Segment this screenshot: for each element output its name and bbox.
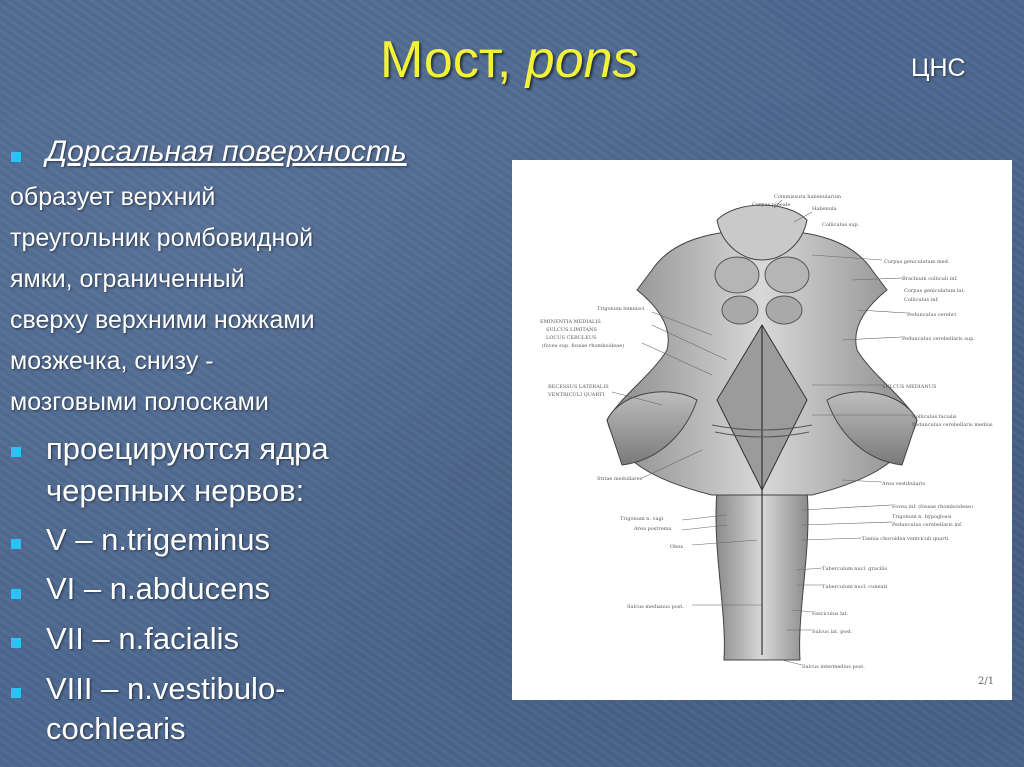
dorsal-line: мозговыми полосками [10, 388, 269, 416]
label-ped-cereb-inf: Pedunculus cerebellaris inf. [892, 522, 963, 528]
label-commissura: Commissura habenularum [774, 194, 841, 200]
bullet-trigeminus: V – n.trigeminus [46, 522, 270, 557]
label-trigonum-hypoglossi: Trigonum n. hypoglossi [892, 514, 952, 520]
label-corpus-pineale: Corpus pineale [752, 202, 791, 208]
dorsal-line: сверху верхними ножками [10, 306, 315, 334]
label-colliculus-facialis: Colliculus facialis [912, 414, 957, 420]
bullet-facialis: VII – n.facialis [46, 621, 239, 656]
label-recessus: RECESSUS LATERALIS [548, 384, 609, 390]
label-eminentia: EMINENTIA MEDIALIS [540, 319, 601, 325]
label-ventriculi: VENTRICULI QUARTI [548, 392, 605, 398]
bullet-text: проецируются ядра [46, 431, 329, 466]
title-latin: pons [525, 31, 639, 89]
dorsal-heading: Дорсальная поверхность [46, 135, 407, 168]
label-taenia: Taenia choroidea ventriculi quarti [862, 536, 949, 542]
bullet-abducens: VI – n.abducens [46, 571, 271, 606]
label-sulcus-med-post: Sulcus medianus post. [627, 604, 684, 610]
label-sulcus-medianus: SULCUS MEDIANUS [882, 384, 937, 390]
label-obex: Obex [670, 544, 684, 550]
label-area-postrema: Area postrema [634, 526, 672, 532]
label-geniculatum-lat: Corpus geniculatum lat. [904, 288, 966, 294]
label-fovea-sup: (fovea sup. fossae rhomboideae) [542, 343, 625, 349]
bullet-square-icon [11, 447, 21, 457]
dorsal-line: треугольник ромбовидной [10, 224, 314, 252]
label-colliculus-sup: Colliculus sup. [822, 222, 860, 228]
bullet-square-icon [11, 539, 21, 549]
brainstem-figure [512, 160, 1012, 700]
label-habenula: Habenula [812, 206, 837, 212]
dorsal-line: ямки, ограниченный [10, 265, 245, 293]
slide-title [380, 30, 639, 90]
brainstem-drawing [512, 160, 1012, 700]
label-colliculus-inf: Colliculus inf. [904, 297, 939, 303]
label-brachium: Brachium colliculi inf. [902, 276, 958, 282]
bullet-vestibulocochlearis: VIII – n.vestibulo- [46, 671, 286, 706]
label-geniculatum-med: Corpus geniculatum med. [884, 259, 950, 265]
bullet-square-icon [11, 589, 21, 599]
bullet-square-icon [11, 638, 21, 648]
label-fasciculus-lat: Fasciculus lat. [812, 611, 849, 617]
label-trigonum-lemnisci: Trigonum lemnisci [597, 306, 645, 312]
bullet-square-icon [11, 152, 21, 162]
label-striae: Striae medullares [597, 476, 643, 482]
dorsal-line: образует верхний [10, 183, 216, 211]
section-tag: ЦНС [911, 54, 966, 82]
figure-page-number: 2/1 [978, 676, 995, 687]
bullet-text: черепных нервов: [46, 473, 305, 508]
label-sulcus-limitans: SULCUS LIMITANS [546, 327, 597, 333]
label-locus-ceruleus: LOCUS CERULEUS [546, 335, 597, 341]
title-main: Мост, [380, 31, 512, 89]
label-pedunculus-cerebri: Pedunculus cerebri [907, 312, 957, 318]
label-tuberculum-gracilis: Tuberculum nucl. gracilis [822, 566, 888, 572]
bullet-square-icon [11, 688, 21, 698]
bullet-vestibulocochlearis-cont: cochlearis [46, 711, 186, 746]
label-trigonum-vagi: Trigonum n. vagi [620, 516, 664, 522]
label-ped-cereb-sup: Pedunculus cerebellaris sup. [902, 336, 975, 342]
label-sulcus-lat-post: Sulcus lat. post. [812, 629, 853, 635]
label-fovea-inf: Fovea inf. (fossae rhomboideae) [892, 504, 973, 510]
label-area-vestibularis: Area vestibularis [882, 481, 926, 487]
dorsal-line: мозжечка, снизу - [10, 347, 214, 375]
label-tuberculum-cuneati: Tuberculum nucl. cuneati [822, 584, 888, 590]
label-ped-cereb-medius: Pedunculus cerebellaris medius [912, 422, 993, 428]
label-sulcus-intermedius: Sulcus intermedius post. [802, 664, 865, 670]
